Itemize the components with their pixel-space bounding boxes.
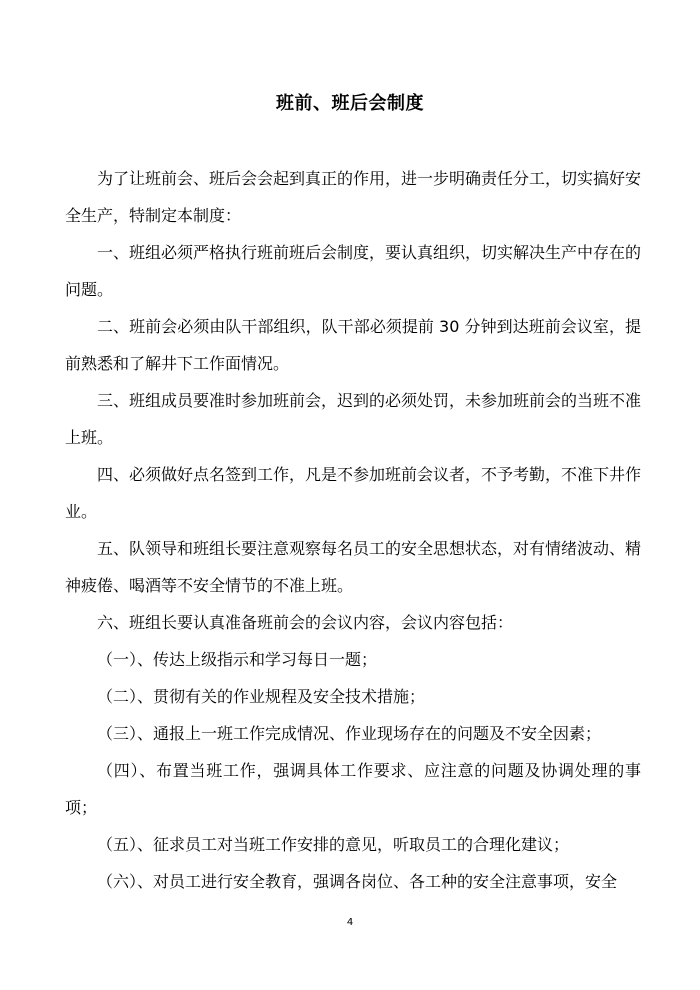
paragraph-rule-1: 一、班组必须严格执行班前班后会制度，要认真组织，切实解决生产中存在的问题。 [65,243,642,299]
document-body [65,160,641,900]
paragraph-item-3: （三）、通报上一班工作完成情况、作业现场存在的问题及不安全因素； [97,724,602,743]
paragraph-item-2: （二）、贯彻有关的作业规程及安全技术措施； [97,687,426,706]
paragraph-intro: 为了让班前会、班后会会起到真正的作用，进一步明确责任分工，切实搞好安全生产，特制定本制度： [65,169,642,225]
paragraph-rule-5: 五、队领导和班组长要注意观察每名员工的安全思想状态，对有情绪波动、精神疲倦、喝酒等不安全情节的不准上班。 [65,539,642,595]
paragraph-item-6: （六）、对员工进行安全教育，强调各岗位、各工种的安全注意事项，安全 [97,872,618,891]
paragraph-item-1: （一）、传达上级指示和学习每日一题； [97,650,378,669]
paragraph-item-5: （五）、征求员工对当班工作安排的意见，听取员工的合理化建议； [97,835,570,854]
document-title: 班前、班后会制度 [276,93,424,114]
paragraph-item-4: （四）、布置当班工作，强调具体工作要求、应注意的问题及协调处理的事项； [65,761,641,817]
page-number: 4 [346,917,354,928]
paragraph-rule-2: 二、班前会必须由队干部组织，队干部必须提前 30 分钟到达班前会议室，提前熟悉和了解井下工作面情况。 [65,317,641,373]
paragraph-rule-6: 六、班组长要认真准备班前会的会议内容，会议内容包括： [97,613,514,632]
paragraph-rule-3: 三、班组成员要准时参加班前会，迟到的必须处罚，未参加班前会的当班不准上班。 [65,391,642,447]
paragraph-rule-4: 四、必须做好点名签到工作，凡是不参加班前会议者，不予考勤，不准下井作业。 [65,465,642,521]
